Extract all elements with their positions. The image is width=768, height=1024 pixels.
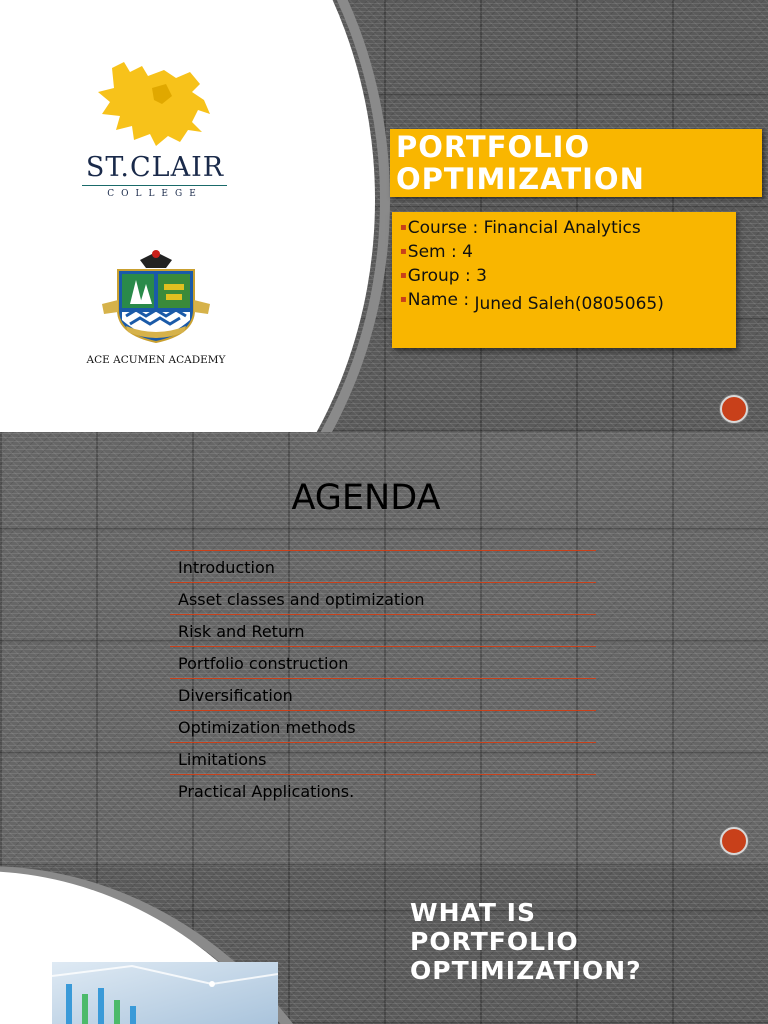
- course-info-box: [392, 212, 736, 348]
- question-title: [410, 898, 642, 985]
- info-course: ▪Course : Financial Analytics: [400, 218, 641, 238]
- student-name: Juned Saleh(0805065): [474, 294, 664, 314]
- college-divider: [82, 185, 227, 186]
- list-item: Diversification: [170, 678, 596, 710]
- title-line-1: PORTFOLIO: [396, 130, 591, 164]
- college-subtitle: COLLEGE: [107, 189, 203, 199]
- info-name: ▪Name : Juned Saleh(0805065): [400, 290, 664, 314]
- college-name: ST.CLAIR: [85, 152, 225, 183]
- agenda-title: AGENDA: [291, 478, 441, 518]
- q-line-1: WHAT IS: [410, 898, 536, 927]
- q-line-3: OPTIMIZATION?: [410, 956, 642, 985]
- agenda-list: [170, 550, 596, 806]
- info-group: ▪Group : 3: [400, 266, 487, 286]
- list-item: Asset classes and optimization: [170, 582, 596, 614]
- list-item: Risk and Return: [170, 614, 596, 646]
- chart-image-icon: [52, 962, 278, 1024]
- list-item: Practical Applications.: [170, 774, 596, 806]
- slide-dot: [720, 395, 748, 423]
- q-line-2: PORTFOLIO: [410, 927, 579, 956]
- list-item: Optimization methods: [170, 710, 596, 742]
- list-item: Limitations: [170, 742, 596, 774]
- list-item: Introduction: [170, 550, 596, 582]
- academy-name: ACE ACUMEN ACADEMY: [86, 354, 226, 366]
- academy-crest-icon: [100, 250, 212, 346]
- title-line-2: OPTIMIZATION: [396, 162, 645, 196]
- list-item: Portfolio construction: [170, 646, 596, 678]
- griffin-logo-icon: [92, 58, 216, 150]
- slide-question: [0, 866, 768, 1024]
- slide-dot: [720, 827, 748, 855]
- presentation-title: [390, 129, 762, 197]
- slide-title: [0, 0, 768, 432]
- info-sem: ▪Sem : 4: [400, 242, 473, 262]
